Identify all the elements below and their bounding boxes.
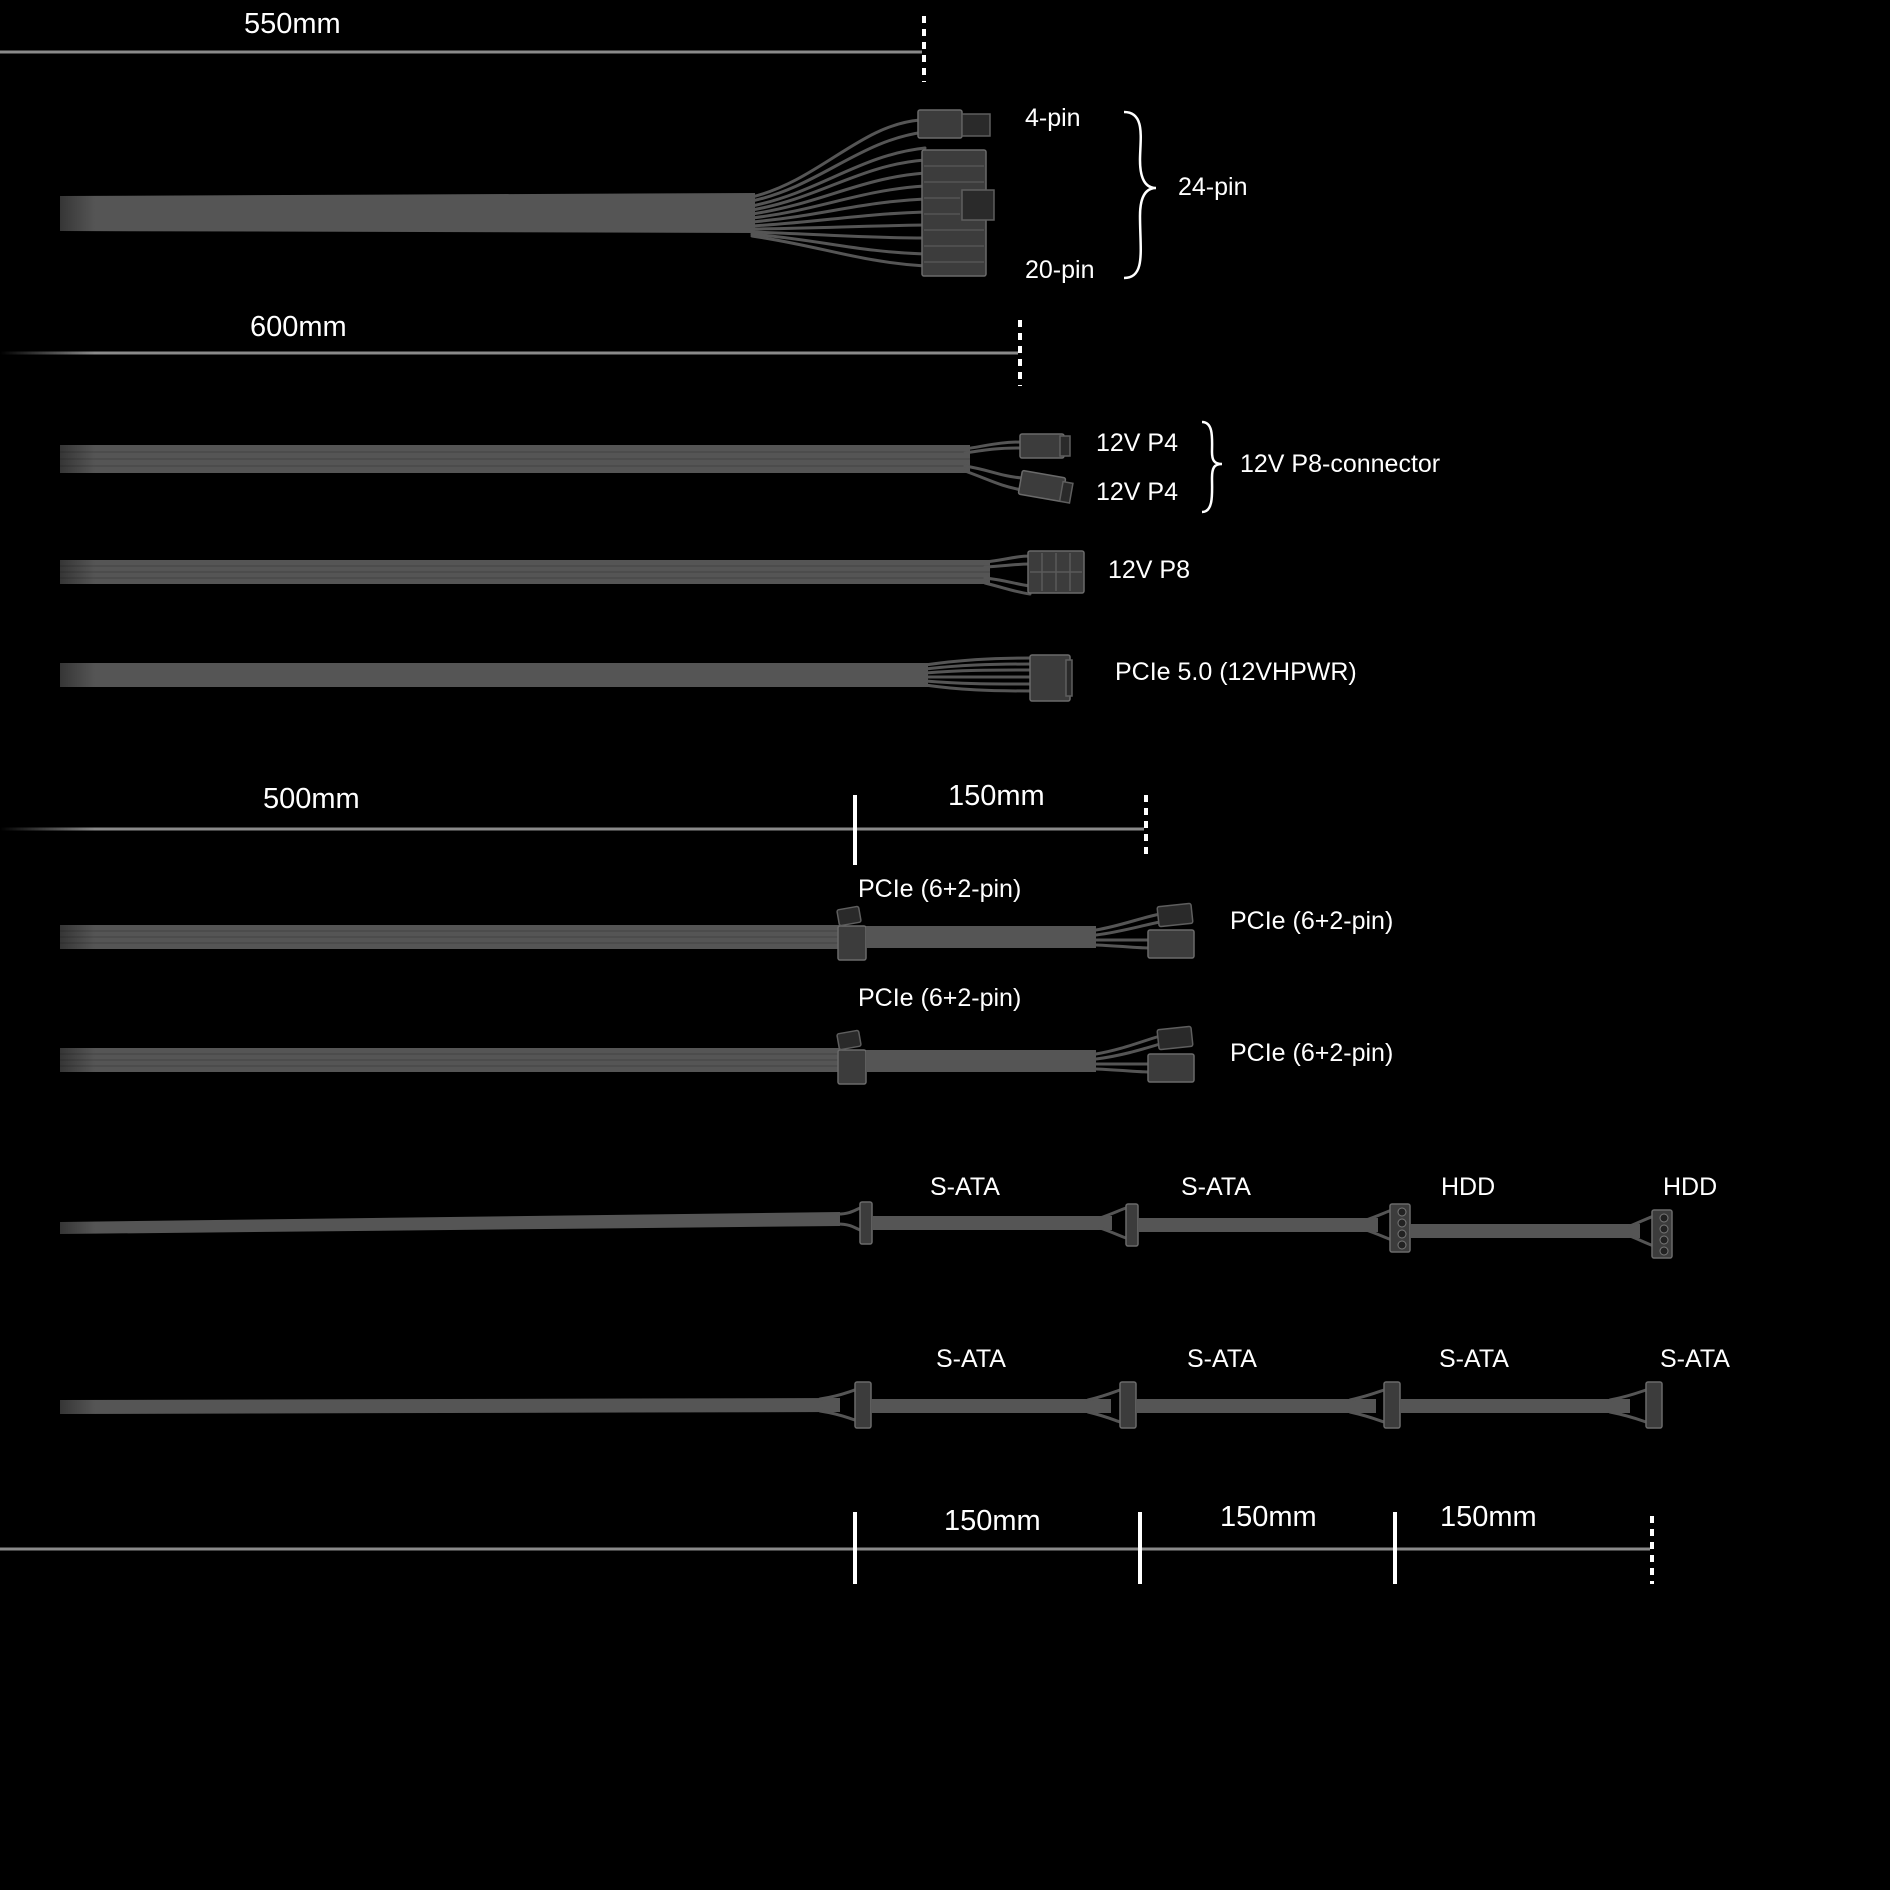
pcie5-label: PCIe 5.0 (12VHPWR) [1115, 658, 1357, 686]
cpu-length-label: 600mm [250, 311, 347, 343]
sata-hdd-cable-label-1: S-ATA [930, 1173, 1000, 1201]
sata-cable-connector-3 [1384, 1382, 1400, 1428]
atx-length-label: 550mm [244, 8, 341, 40]
sata-segment-2-label: 150mm [1220, 1501, 1317, 1533]
sata-hdd-cable-sata-connector-1 [860, 1202, 872, 1244]
sata-dimension [0, 1501, 1652, 1584]
sata-cable-label-1: S-ATA [936, 1345, 1006, 1373]
atx-24pin-cable [60, 104, 1248, 284]
pcie-cable-2 [60, 984, 1393, 1084]
cpu-p4-top-connector [1020, 434, 1064, 458]
pcie-main-length-label: 500mm [263, 783, 360, 815]
pcie-cable-2-mid-label: PCIe (6+2-pin) [858, 984, 1022, 1012]
pcie-cable-1 [60, 875, 1393, 960]
pcie-cable-2-end-connector [1148, 1054, 1194, 1082]
cpu-p4-split-cable [60, 422, 1440, 512]
sata-cable-connector-2 [1120, 1382, 1136, 1428]
sata-cable-label-4: S-ATA [1660, 1345, 1730, 1373]
sata-hdd-cable-label-2: S-ATA [1181, 1173, 1251, 1201]
sata-hdd-cable [60, 1173, 1717, 1258]
pcie-cable-1-end-connector [1148, 930, 1194, 958]
cpu-p4-bottom-connector [1018, 470, 1065, 501]
cpu-p4-top-label: 12V P4 [1096, 429, 1179, 457]
atx-24pin-brace [1124, 112, 1156, 278]
pcie-ext-length-label: 150mm [948, 780, 1045, 812]
sata-hdd-cable-sata-connector-2 [1126, 1204, 1138, 1246]
pcie5-connector [1030, 655, 1070, 701]
sata-cable-connector-1 [855, 1382, 871, 1428]
pcie-cable-2-end-label: PCIe (6+2-pin) [1230, 1039, 1394, 1067]
atx-dimension [0, 8, 924, 82]
atx-20pin-label: 20-pin [1025, 256, 1095, 284]
pcie-cable-2-mid-connector [838, 1050, 866, 1084]
pcie-dimension [0, 780, 1146, 865]
sata-hdd-cable-label-4: HDD [1663, 1173, 1718, 1201]
pcie-cable-1-mid-label: PCIe (6+2-pin) [858, 875, 1022, 903]
cpu-p8-label: 12V P8 [1108, 556, 1191, 584]
sata-segment-3-label: 150mm [1440, 1501, 1537, 1533]
sata-cable-label-3: S-ATA [1439, 1345, 1509, 1373]
atx-4pin-label: 4-pin [1025, 104, 1081, 132]
cpu-dimension [0, 311, 1020, 386]
atx-24pin-label: 24-pin [1178, 173, 1248, 201]
sata-hdd-cable-label-3: HDD [1441, 1173, 1496, 1201]
pcie-cable-1-mid-connector [838, 926, 866, 960]
sata-cable-connector-4 [1646, 1382, 1662, 1428]
pcie5-12vhpwr-cable [60, 655, 1357, 701]
cpu-p4-bottom-label: 12V P4 [1096, 478, 1179, 506]
cpu-p8-group-label: 12V P8-connector [1240, 450, 1441, 478]
sata-cable [60, 1345, 1730, 1428]
sata-segment-1-label: 150mm [944, 1505, 1041, 1537]
sata-cable-label-2: S-ATA [1187, 1345, 1257, 1373]
atx-4pin-connector [918, 110, 962, 138]
cpu-p8-cable [60, 551, 1190, 594]
cpu-p8-brace [1202, 422, 1222, 512]
pcie-cable-1-end-label: PCIe (6+2-pin) [1230, 907, 1394, 935]
